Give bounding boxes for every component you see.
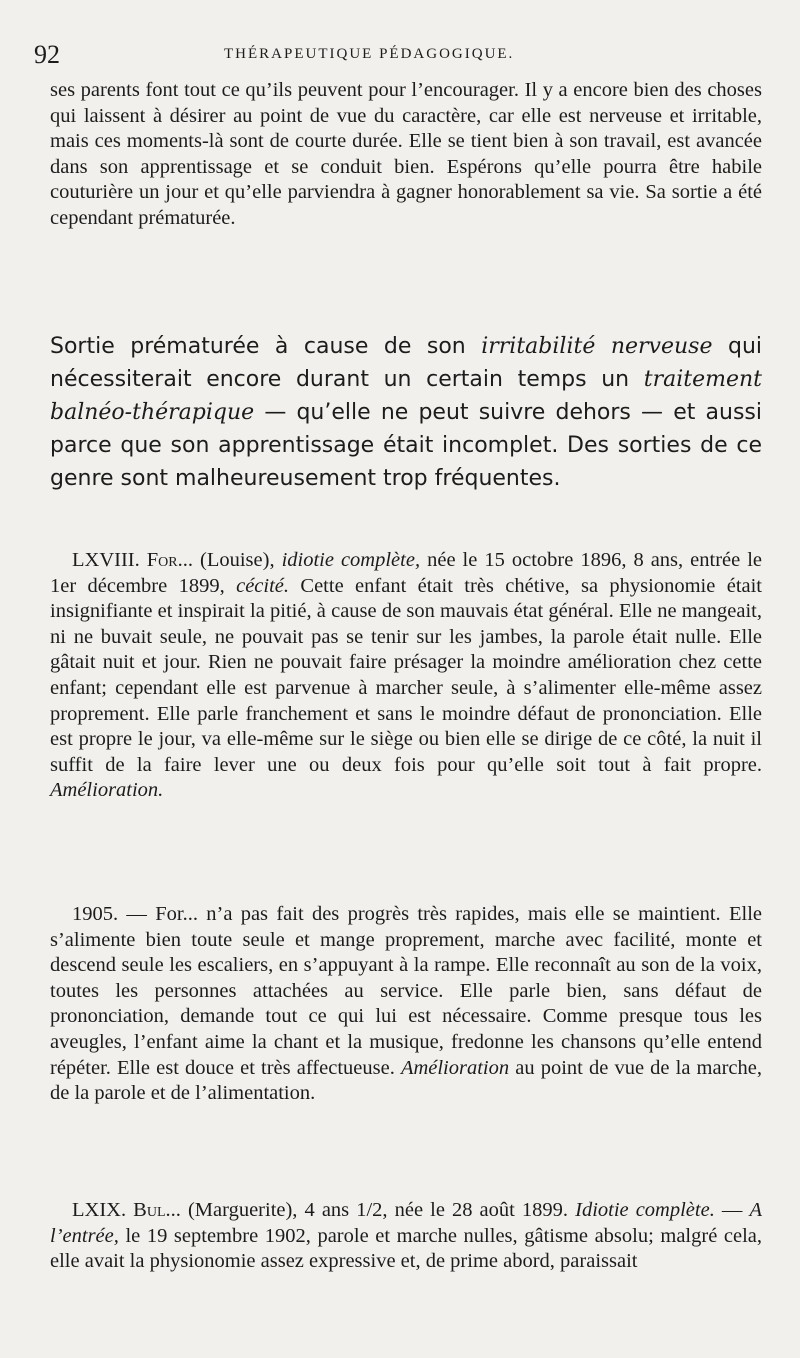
case-number: LXVIII. — [72, 549, 140, 571]
page-number: 92 — [34, 40, 60, 69]
case-diagnosis: Idiotie complète. — [575, 1199, 715, 1221]
case-lxviii-1905 — [50, 902, 762, 1107]
commentary-emphasis-1: irritabilité nerveuse — [481, 334, 713, 359]
case-name-rest: (Louise), — [193, 549, 282, 571]
paragraph-commentary — [50, 330, 762, 495]
case-lxviii — [50, 548, 762, 804]
case-diagnosis-2: cécité. — [236, 574, 290, 597]
case-text-2: Cette enfant était très chétive, sa physionomie était insignifiante et inspirait la pitié, à cause de son mauvais état général. Elle ne mangeait, ni ne buvait seule, ne pouvait pas se tenir sur les jambes, la parole était nulle. Elle gâtait nuit et jour. Rien ne pouvait faire présager la moindre amélioration chez cette enfant; cependant elle est parvenue à marcher seule, à s’alimenter elle-même assez proprement. Elle parle franchement et sans le moindre défaut de prononciation. Elle est propre le jour, va elle-même sur le siège ou bien elle se dirige de ce côté, la nuit il suffit de la faire lever une ou deux fois pour qu’elle soit tout à fait propre. — [50, 574, 763, 776]
case-text-3: le 19 septembre 1902, parole et marche nulles, gâtisme absolu; malgré cela, elle avait la physionomie assez expressive et, de prime abord, paraissait — [50, 1224, 762, 1273]
case-entry: A l’entrée, — [50, 1199, 762, 1247]
running-title: THÉRAPEUTIQUE PÉDAGOGIQUE. — [224, 46, 515, 62]
commentary-text-3: — qu’elle ne peut suivre dehors — et aussi parce que son apprentissage était incomplet. Des sorties de ce genre sont malheureusement trop fréquentes. — [50, 400, 762, 491]
commentary-emphasis-2: traitement balnéo-thérapique — [50, 367, 762, 425]
case-text-2: — — [714, 1199, 750, 1221]
commentary-text-2: qui nécessiterait encore durant un certain temps un — [50, 334, 762, 392]
followup-text-1: 1905. — For... n’a pas fait des progrès très rapides, mais elle se maintient. Elle s’alimente bien toute seule et mange proprement, marche avec facilité, monte et descend seule les escaliers, en s’appuyant à la rampe. Elle reconnaît au son de la voix, toutes les personnes attachées au service. Elle parle bien, sans défaut de prononciation, demande tout ce qui lui est nécessaire. Comme presque tous les aveugles, l’enfant aime la chant et la musique, fredonne les chansons qu’elle entend répéter. Elle est douce et très affectueuse. — [50, 903, 762, 1079]
case-number: LXIX. — [72, 1199, 127, 1221]
commentary-text-1: Sortie prématurée à cause de son — [50, 334, 482, 359]
page-header — [34, 40, 760, 70]
case-lxix — [50, 1198, 762, 1275]
followup-text-2: au point de vue de la marche, de la parole et de l’alimentation. — [50, 1056, 762, 1105]
case-text-1: (Marguerite), 4 ans 1/2, née le 28 août 1899. — [180, 1199, 576, 1221]
followup-result: Amélioration — [400, 1056, 510, 1079]
case-text-1: née le 15 octobre 1896, 8 ans, entrée le 1er décembre 1899, — [50, 549, 763, 597]
paragraph-continuation: ses parents font tout ce qu’ils peuvent pour l’encourager. Il y a encore bien des choses qui laissent à désirer au point de vue du caractère, car elle est nerveuse et irritable, mais ces moments-là sont de courte durée. Elle se tient bien à son travail, est avancée dans son apprentissage et se conduit bien. Espérons qu’elle pourra être habile couturière un jour et qu’elle parviendra à gagner honorablement sa vie. Sa sortie a été cependant prématurée. — [50, 79, 762, 229]
case-name: For... — [146, 549, 193, 571]
case-diagnosis: idiotie complète, — [281, 549, 421, 571]
case-name: Bul... — [133, 1199, 181, 1221]
case-result: Amélioration. — [50, 779, 164, 802]
